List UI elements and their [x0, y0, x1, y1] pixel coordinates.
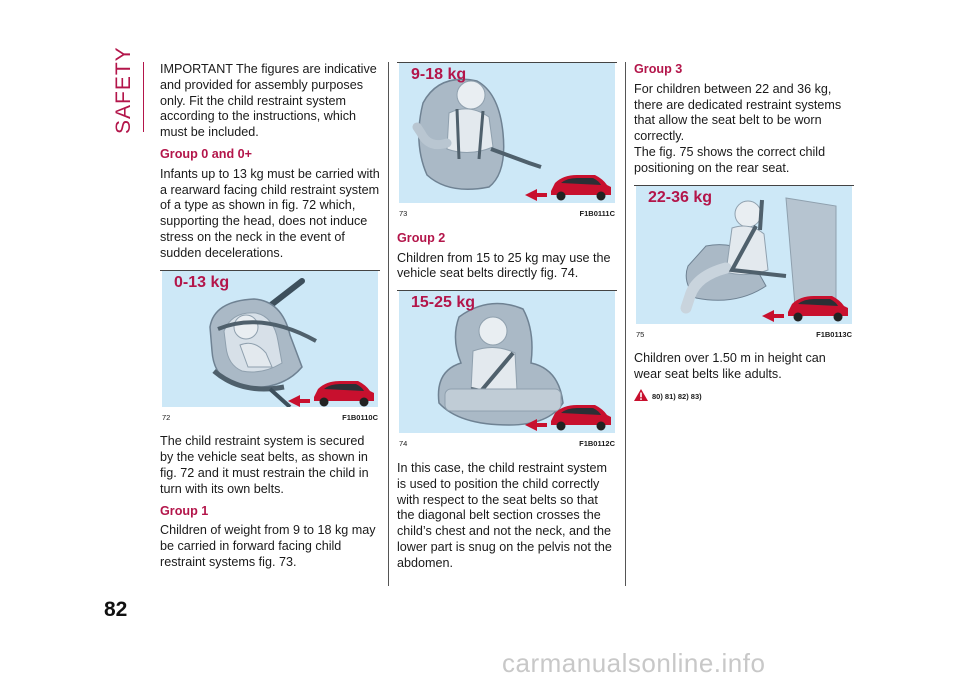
page-number: 82	[104, 598, 128, 621]
figure-75-code: F1B0113C	[816, 329, 852, 339]
section-rule	[143, 62, 144, 132]
column-3	[634, 62, 854, 405]
car-icon	[162, 271, 378, 407]
figure-72-number: 72	[162, 412, 171, 422]
figure-72-image	[162, 271, 378, 407]
figure-74	[397, 290, 617, 452]
figure-73-label: 9-18 kg	[411, 66, 467, 83]
figure-73-image	[399, 63, 615, 203]
figure-74-code: F1B0112C	[579, 439, 615, 449]
car-icon	[399, 291, 615, 433]
group0-text: Infants up to 13 kg must be carried with a rearward facing child restraint system of a type as shown in fig. 72 which, supporting the head, does not induce stress on the neck in the event of sudden decelerations.	[160, 166, 380, 260]
figure-73	[397, 62, 617, 222]
figure-75-image	[636, 186, 852, 324]
figure-75	[634, 185, 854, 343]
figure-72-label: 0-13 kg	[174, 273, 230, 291]
group0-heading: Group 0 and 0+	[160, 146, 253, 161]
figure-72-code: F1B0110C	[342, 412, 378, 422]
figure-75-number: 75	[636, 329, 645, 339]
secured-text: The child restraint system is secured by the vehicle seat belts, as shown in fig. 72 and it must restrain the child in turn with its own belts.	[160, 434, 369, 496]
figure-73-code: F1B0111C	[579, 209, 615, 218]
group1-text: Children of weight from 9 to 18 kg may be carried in forward facing child restraint systems fig. 73.	[160, 523, 376, 569]
group2-text: Children from 15 to 25 kg may use the vehicle seat belts directly fig. 74.	[397, 250, 611, 281]
over-text: Children over 1.50 m in height can wear seat belts like adults.	[634, 351, 826, 382]
figure-74-number: 74	[399, 439, 408, 449]
figure-74-label: 15-25 kg	[411, 294, 476, 312]
group3-text-1: For children between 22 and 36 kg, there are dedicated restraint systems that allow the seat belt to be worn correctly.	[634, 81, 842, 144]
group1-heading: Group 1	[160, 503, 209, 518]
warning-icon	[634, 389, 648, 401]
figure-73-number: 73	[399, 209, 408, 218]
column-divider	[625, 62, 626, 586]
group3-text-2: The fig. 75 shows the correct child positioning on the rear seat.	[634, 144, 826, 175]
group3-heading: Group 3	[634, 62, 683, 76]
car-icon	[399, 63, 615, 203]
group2-heading: Group 2	[397, 230, 446, 245]
important-note: IMPORTANT The figures are indicative and provided for assembly purposes only. Fit the child restraint system according to the instructions, which must be included.	[160, 62, 377, 140]
figure-74-image	[399, 291, 615, 433]
case-text: In this case, the child restraint system is used to position the child correctly with respect to the seat belts so that the diagonal belt section crosses the child’s chest and not the neck, and the lower part is snug on the pelvis not the abdomen.	[397, 460, 612, 570]
warning-block	[634, 389, 854, 405]
section-title: SAFETY	[112, 46, 135, 134]
column-divider	[388, 62, 389, 586]
column-1	[160, 62, 380, 577]
watermark: carmanualsonline.info	[502, 648, 766, 678]
figure-75-label: 22-36 kg	[648, 188, 713, 206]
warning-refs: 80) 81) 82) 83)	[652, 391, 702, 401]
column-2	[397, 62, 617, 578]
car-icon	[636, 186, 852, 324]
figure-72	[160, 270, 380, 426]
